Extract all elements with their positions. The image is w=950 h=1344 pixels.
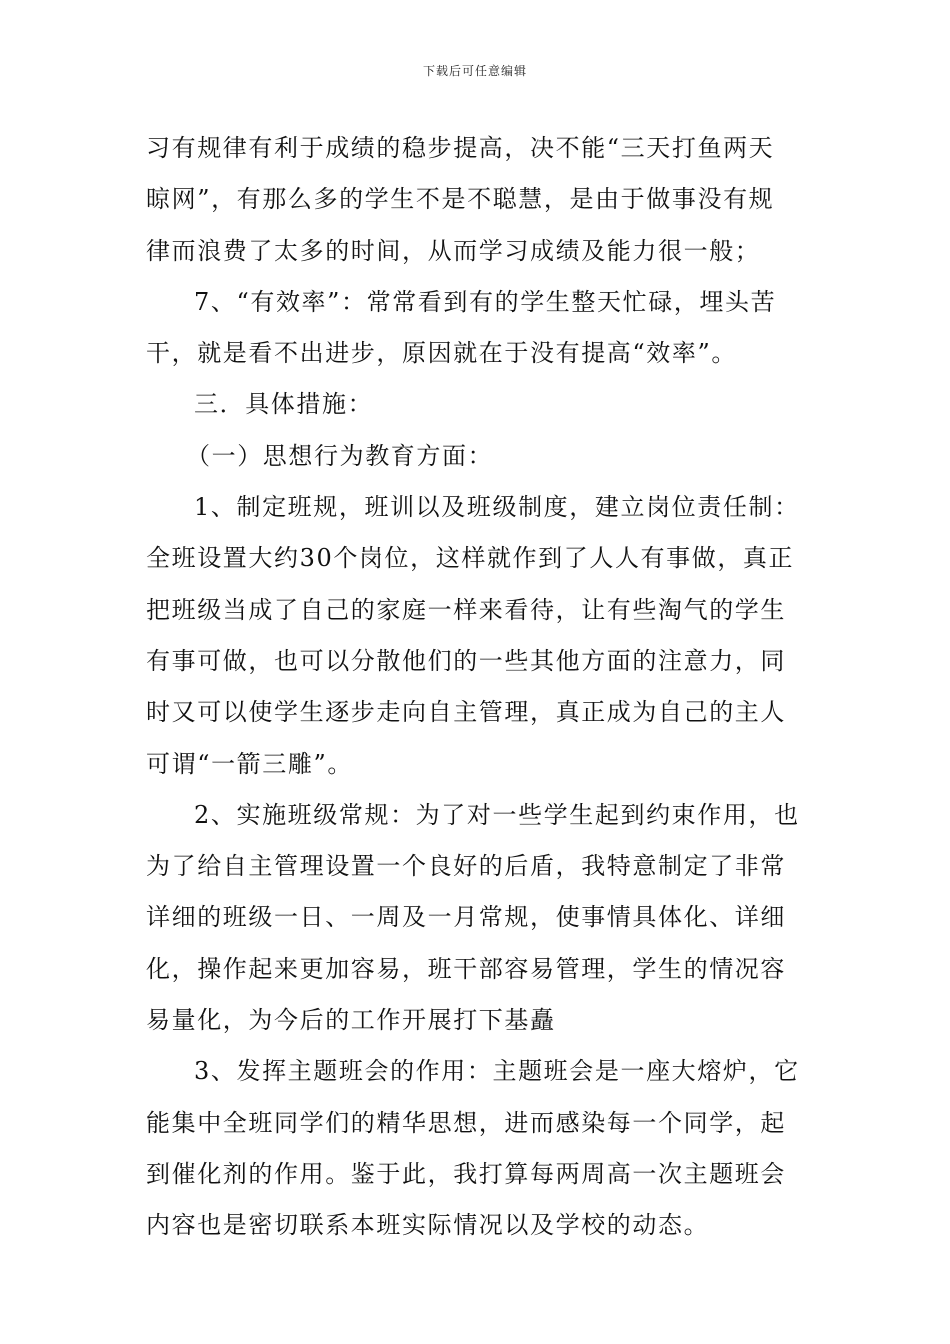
text-line: 有事可做，也可以分散他们的一些其他方面的注意力，同 [146,646,786,675]
text-line: 习有规律有利于成绩的稳步提高，决不能“三天打鱼两天 [146,134,775,162]
text-line: 可谓“一箭三雕”。 [146,749,353,778]
paragraph-start-line: 1、制定班规，班训以及班级制度，建立岗位责任制： [194,493,800,522]
section-heading: 三．具体措施： [194,390,374,419]
text-line: 把班级当成了自己的家庭一样来看待，让有些淘气的学生 [146,595,786,624]
text-line: 化，操作起来更加容易，班干部容易管理，学生的情况容 [146,954,786,983]
paragraph-start-line: 3、发挥主题班会的作用：主题班会是一座大熔炉，它 [194,1057,800,1086]
text-line: 律而浪费了太多的时间，从而学习成绩及能力很一般； [146,236,761,265]
text-line: 全班设置大约30个岗位，这样就作到了人人有事做，真正 [146,544,795,573]
text-line: 易量化，为今后的工作开展打下基矗 [146,1006,556,1035]
page-header: 下载后可任意编辑 [422,64,527,78]
text-line: 为了给自主管理设置一个良好的后盾，我特意制定了非常 [146,852,786,881]
text-line: 干，就是看不出进步，原因就在于没有提高“效率”。 [146,339,737,368]
text-line: 时又可以使学生逐步走向自主管理，真正成为自己的主人 [146,698,786,727]
text-line: 内容也是密切联系本班实际情况以及学校的动态。 [146,1211,710,1240]
paragraph-start-line: 7、“有效率”：常常看到有的学生整天忙碌，埋头苦 [194,287,777,316]
text-line: 详细的班级一日、一周及一月常规，使事情具体化、详细 [146,903,786,932]
text-line: 能集中全班同学们的精华思想，进而感染每一个同学，起 [146,1108,786,1137]
subsection-heading: （一）思想行为教育方面： [186,441,494,470]
text-line: 到催化剂的作用。鉴于此，我打算每两周高一次主题班会 [146,1159,786,1188]
paragraph-start-line: 2、实施班级常规：为了对一些学生起到约束作用，也 [194,800,800,829]
document-body [146,123,806,1252]
text-line: 晾网”，有那么多的学生不是不聪慧，是由于做事没有规 [146,185,775,214]
